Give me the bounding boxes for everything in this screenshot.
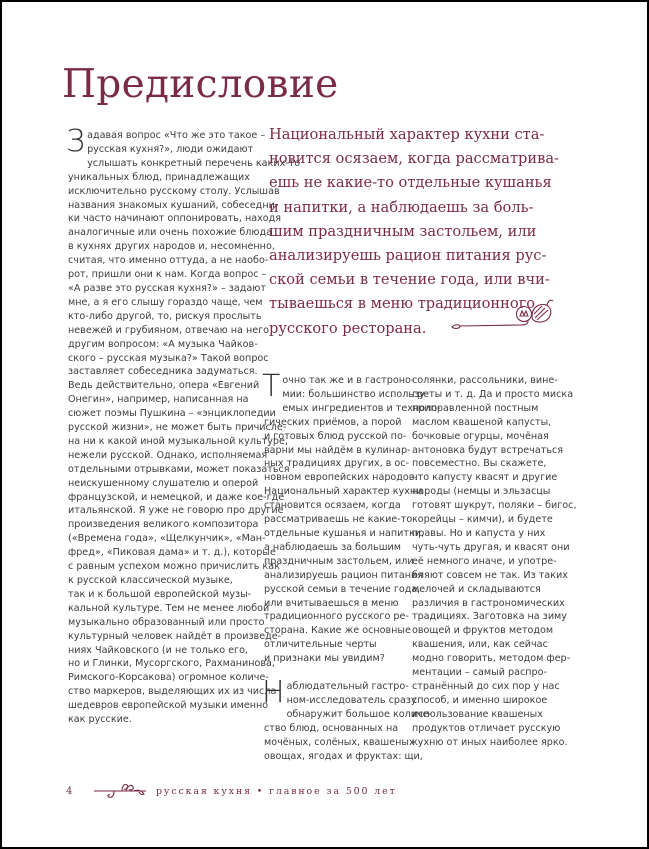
text-line: народы (немцы и эльзасцы bbox=[412, 486, 551, 498]
text-line: Римского-Корсакова) огромное количе- bbox=[68, 672, 269, 684]
text-line: варни мы найдём в кулинар- bbox=[264, 444, 411, 456]
text-line: или вчитываешься в меню bbox=[264, 597, 399, 609]
text-line: аблюдательный гастро- bbox=[286, 681, 409, 693]
text-line: услышать конкретный перечень каких-то bbox=[87, 157, 301, 169]
text-line: ментации – самый распро- bbox=[412, 667, 547, 679]
text-line: русской жизни», не может быть причисле- bbox=[68, 422, 287, 434]
text-line: очно так же и в гастроно- bbox=[282, 375, 415, 386]
text-line: овощей и фруктов методом bbox=[412, 625, 554, 637]
text-line: нежели русской. Однако, исполняемая bbox=[68, 449, 268, 461]
text-line: исключительно русскому столу. Услышав bbox=[68, 185, 280, 197]
text-line: кто-либо другой, то, рискуя прослыть bbox=[68, 310, 262, 322]
text-line: что капусту квасят и другие bbox=[412, 472, 558, 484]
text-line: корейцы – кимчи), и будете bbox=[412, 514, 553, 526]
text-line: сторана. Какие же основные bbox=[264, 625, 411, 637]
text-line: модно говорить, методом фер- bbox=[412, 653, 571, 665]
paragraph bbox=[262, 675, 433, 763]
text-line: названия знакомых кушаний, собеседни- bbox=[68, 199, 279, 211]
text-line: рассматриваешь не какие-то bbox=[264, 514, 413, 526]
text-line: на ни к какой иной музыкальной культуре, bbox=[68, 435, 288, 447]
pull-quote-line: и напитки, а наблюдаешь за боль- bbox=[269, 198, 534, 216]
text-line: ство маркеров, выделяющих их из числа bbox=[68, 686, 277, 698]
text-line: Национальный характер кухни bbox=[264, 486, 423, 498]
text-line: а наблюдаешь за большим bbox=[264, 541, 401, 553]
text-line: рот, пришли они к нам. Когда вопрос – bbox=[68, 269, 267, 281]
text-line: странённый до сих пор у нас bbox=[412, 680, 560, 692]
text-line: заставляет собеседника задуматься. bbox=[68, 366, 258, 378]
text-line: маслом квашеной капусты, bbox=[412, 416, 552, 428]
text-line: мочёных, солёных, квашеных bbox=[264, 736, 415, 748]
text-line: отдельные кушанья и напитки, bbox=[264, 527, 425, 539]
text-line: музыкально образованный или просто bbox=[68, 616, 265, 628]
page-footer bbox=[66, 780, 397, 802]
text-line: мне, а я его слышу гораздо чаще, чем bbox=[68, 296, 263, 308]
text-line: бочковые огурцы, мочёная bbox=[412, 430, 549, 442]
text-line: кальной культуре. Тем не менее любой bbox=[68, 602, 270, 614]
text-line: Ведь действительно, опера «Евгений bbox=[68, 380, 260, 392]
running-title: русская кухня • главное за 500 лет bbox=[156, 785, 397, 797]
text-line: ки часто начинают оппонировать, находя bbox=[68, 213, 282, 225]
text-line: отличительные черты bbox=[264, 639, 377, 651]
paragraph bbox=[262, 369, 441, 666]
text-line: итальянской. Я уже не говорю про другие bbox=[68, 505, 284, 517]
pull-quote-line: тываешься в меню традиционного bbox=[269, 295, 536, 313]
text-line: емых ингредиентов и техноло- bbox=[282, 402, 441, 414]
text-line: становится осязаем, когда bbox=[264, 500, 401, 512]
pull-quote-line: анализируешь рацион питания рус- bbox=[269, 247, 547, 265]
drop-cap: Н bbox=[262, 675, 285, 711]
text-line: и готовых блюд русской по- bbox=[264, 430, 407, 442]
text-line: праздничным застольем, или bbox=[264, 555, 414, 567]
pull-quote-line: Национальный характер кухни ста- bbox=[269, 126, 545, 143]
text-line: отдельными отрывками, может показаться bbox=[68, 463, 290, 475]
text-line: традициях. Заготовка на зиму bbox=[412, 611, 567, 623]
floral-swirl-icon bbox=[450, 294, 560, 334]
text-line: антоновка будут встречаться bbox=[412, 444, 564, 456]
text-line: мелочей и складываются bbox=[412, 583, 541, 595]
text-line: различия в гастрономических bbox=[412, 597, 565, 609]
text-line: фред», «Пиковая дама» и т. д.), которые bbox=[68, 547, 276, 559]
text-line: обнаружит большое количе- bbox=[286, 708, 433, 720]
text-line: к русской классической музыке, bbox=[68, 575, 233, 586]
text-line: гических приёмов, а порой bbox=[264, 416, 402, 428]
text-line: как русские. bbox=[68, 714, 132, 726]
text-line: шедевров европейской музыки именно bbox=[68, 700, 269, 712]
page-title: Предисловие bbox=[62, 62, 339, 107]
text-line: готовят шукрут, поляки – бигос, bbox=[412, 500, 577, 512]
text-line: неискушенному слушателю и оперой bbox=[68, 477, 259, 489]
text-line: («Времена года», «Щелкунчик», «Ман- bbox=[68, 533, 266, 545]
drop-cap: Т bbox=[262, 369, 281, 404]
text-line: французской, и немецкой, и даже кое-где bbox=[68, 491, 285, 503]
drop-cap: З bbox=[66, 124, 86, 159]
pull-quote-line: новится осязаем, когда рассматрива- bbox=[269, 150, 559, 168]
text-line: но и Глинки, Мусоргского, Рахманинова, bbox=[68, 658, 275, 670]
pull-quote-line: ешь не какие-то отдельные кушанья bbox=[269, 174, 552, 192]
pull-quote-line: ской семьи в течение года, или вчи- bbox=[269, 271, 550, 289]
text-line: произведения великого композитора bbox=[68, 519, 259, 531]
text-line: приправленной постным bbox=[412, 402, 539, 414]
text-line: анализируешь рацион питания bbox=[264, 569, 424, 581]
text-line: культурный человек найдёт в произведе- bbox=[68, 630, 282, 642]
text-line: сюжет поэмы Пушкина – «энциклопедии bbox=[68, 408, 276, 420]
text-line: другим вопросом: «А музыка Чайков- bbox=[68, 338, 258, 350]
floral-flourish-icon bbox=[92, 781, 148, 801]
text-line: повсеместно. Вы скажете, bbox=[412, 458, 547, 470]
pull-quote-line: шим праздничным застольем, или bbox=[269, 222, 537, 240]
text-line: Онегин», например, написанная на bbox=[68, 394, 249, 406]
pull-quote-line: русского ресторана. bbox=[269, 319, 427, 337]
text-line: ном-исследователь сразу bbox=[286, 694, 417, 706]
text-line: солянки, рассольники, вине- bbox=[412, 375, 558, 386]
text-line: в кухнях других народов и, несомненно, bbox=[68, 241, 275, 253]
text-line: ство блюд, основанных на bbox=[264, 722, 399, 734]
text-line: невежей и грубияном, отвечаю на него bbox=[68, 324, 270, 336]
text-line: так и к большой европейской музы- bbox=[68, 588, 252, 600]
text-line: уникальных блюд, принадлежащих bbox=[68, 171, 250, 183]
text-line: мии: большинство использу- bbox=[282, 388, 429, 400]
text-line: греты и т. д. Да и просто миска bbox=[412, 388, 574, 400]
middle-column bbox=[262, 369, 441, 763]
text-line: аналогичные или очень похожие блюда bbox=[68, 227, 272, 239]
text-line: правы. Но и капуста у них bbox=[412, 527, 546, 539]
text-line: адавая вопрос «Что же это такое – bbox=[87, 130, 266, 141]
text-line: считая, что именно оттуда, а не наобо- bbox=[68, 255, 269, 267]
text-line: квашения, или, как сейчас bbox=[412, 639, 548, 651]
text-line: традиционного русского ре- bbox=[264, 611, 409, 623]
text-line: русская кухня?», люди ожидают bbox=[87, 143, 254, 155]
right-column bbox=[412, 374, 577, 749]
left-column bbox=[66, 124, 301, 727]
text-line: бляют совсем не так. Из таких bbox=[412, 569, 568, 581]
text-line: чуть-чуть другая, и квасят они bbox=[412, 541, 570, 553]
text-line: ского – русская музыка?» Такой вопрос bbox=[68, 352, 269, 364]
text-line: использование квашеных bbox=[412, 708, 543, 720]
text-line: её немного иначе, и употре- bbox=[412, 555, 557, 567]
text-line: русской семьи в течение года, bbox=[264, 583, 421, 595]
text-line: кухню от иных наиболее ярко. bbox=[412, 736, 568, 748]
text-line: ниях Чайковского (и не только его, bbox=[68, 644, 248, 656]
text-line: ных традициях других, в ос- bbox=[264, 458, 410, 470]
page-number: 4 bbox=[66, 785, 73, 797]
text-line: овощах, ягодах и фруктах: щи, bbox=[264, 750, 423, 762]
text-line: новном европейских народов. bbox=[264, 472, 418, 484]
text-line: продуктов отличает русскую bbox=[412, 722, 561, 734]
text-line: и признаки мы увидим? bbox=[264, 653, 385, 665]
text-line: «А разве это русская кухня?» – задают bbox=[68, 282, 266, 294]
text-line: с равным успехом можно причислить как bbox=[68, 561, 280, 573]
text-line: способ, и именно широкое bbox=[412, 694, 548, 706]
